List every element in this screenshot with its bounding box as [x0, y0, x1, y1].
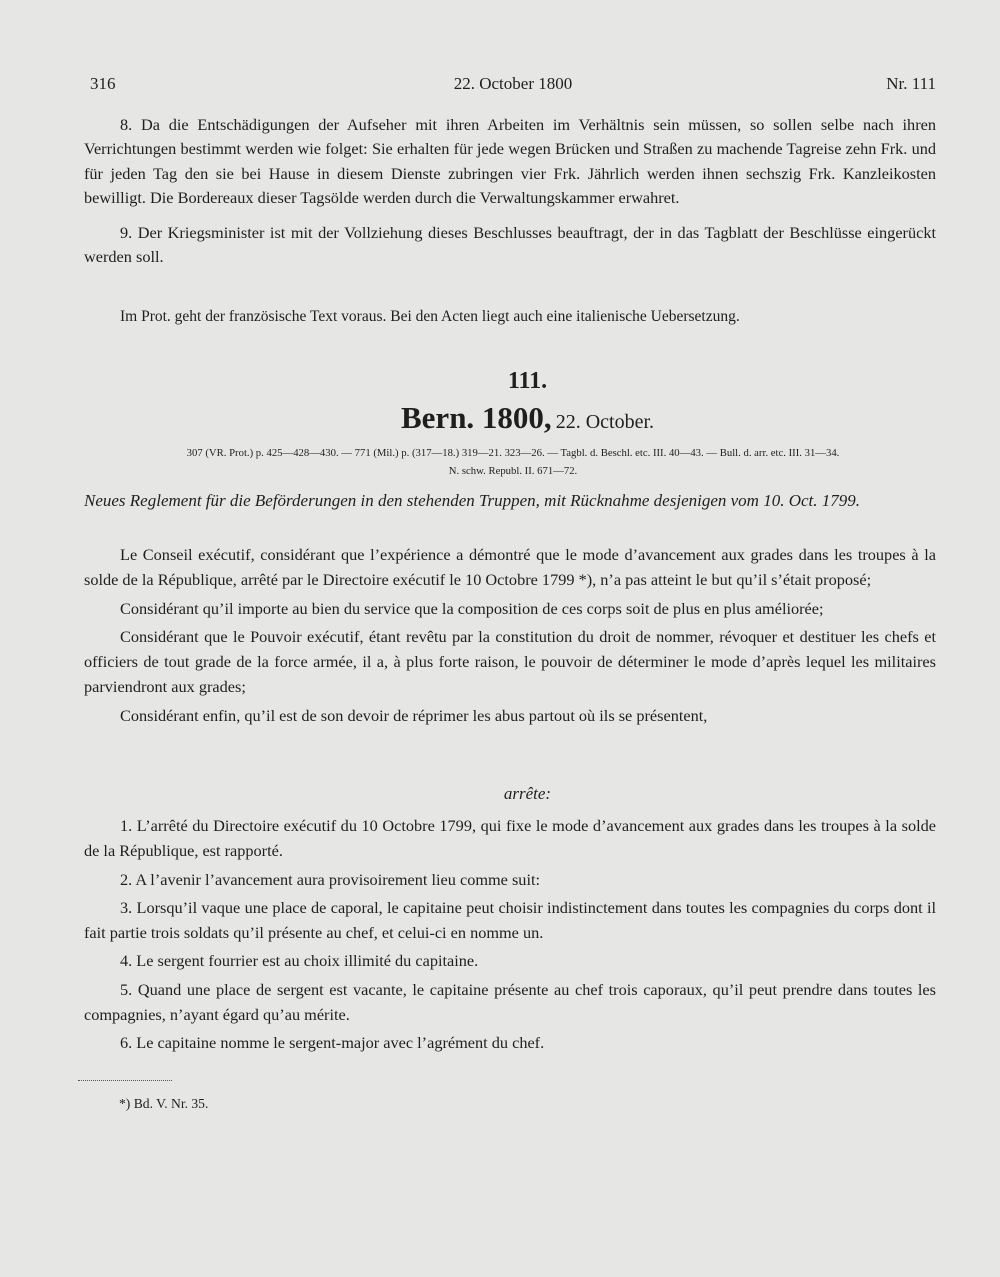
protocol-note [84, 306, 936, 328]
article-6: 6. Le capitaine nomme le sergent-major avec l’agrément du chef. [120, 1033, 545, 1053]
article-5: 5. Quand une place de sergent est vacante, le capitaine présente au chef trois caporaux, qu’il peut prendre dans toutes les compagnies, n’ayant égard qu’au mérite. [84, 979, 936, 1025]
article-2: 2. A l’avenir l’avancement aura provisoirement lieu comme suit: [120, 869, 541, 889]
paragraph-9: 9. Der Kriegsminister ist mit der Vollziehung dieses Beschlusses beauftragt, der in das Tagblatt der Beschlüsse eingerückt werden soll. [84, 222, 936, 267]
consideration-1: Le Conseil exécutif, considérant que l’expérience a démontré que le mode d’avancement aux grades dans les troupes à la solde de la République, arrêté par le Directoire exécutif le 10 Octobre 1799 *), n’a pas atteint le but qu’il s’était proposé; [84, 545, 936, 590]
place-year: Bern. 1800, [401, 400, 552, 435]
article-4: 4. Le sergent fourrier est au choix illimité du capitaine. [120, 951, 479, 971]
references-line-2: N. schw. Republ. II. 671—72. [448, 465, 578, 477]
references-line-1: 307 (VR. Prot.) p. 425—428—430. — 771 (Mil.) p. (317—18.) 319—21. 323—26. — Tagbl. d. Beschl. etc. III. 40—43. — Bull. d. arr. etc. III. 31—34. [186, 447, 840, 459]
document-date: 22. October. [555, 411, 654, 433]
consideration-3: Considérant que le Pouvoir exécutif, étant revêtu par la constitution du droit de nommer, révoquer et destituer les chefs et officiers de tout grade de la force armée, il a, à plus forte raison, le pouvoir de déterminer le mode d’après lequel les militaires parviendront aux grades; [84, 626, 936, 697]
document-title [0, 400, 1000, 436]
protocol-note-text: Im Prot. geht der französische Text voraus. Bei den Acten liegt auch eine italienische Uebersetzung. [120, 308, 740, 325]
arrete-heading: arrête: [503, 784, 552, 803]
article-1: 1. L’arrêté du Directoire exécutif du 10 Octobre 1799, qui fixe le mode d’avancement aux grades dans les troupes à la solde de la République, est rapporté. [84, 816, 936, 861]
previous-document-text [84, 113, 936, 269]
header-doc-number: Nr. 111 [886, 74, 936, 93]
page-header [90, 74, 936, 100]
footnote-divider [78, 1080, 172, 1081]
document-number: 111. [507, 368, 548, 394]
document-subject: Neues Reglement für die Beförderungen in den stehenden Truppen, mit Rücknahme desjenigen vom 10. Oct. 1799. [84, 491, 860, 510]
footnote: *) Bd. V. Nr. 35. [119, 1096, 209, 1111]
consideration-4: Considérant enfin, qu’il est de son devoir de réprimer les abus partout où ils se présentent, [120, 705, 708, 725]
paragraph-8: 8. Da die Entschädigungen der Aufseher mit ihren Arbeiten im Verhältnis sein müssen, so sollen selbe nach ihren Verrichtungen bestimmt werden wie folget: Sie erhalten für jede wegen Brücken und Straßen zu machende Tagreise zehn Frk. und für jeden Tag den sie bei Hause in diesem Dienste zubringen vier Frk. Jährlich werden ihnen sechszig Frk. Kanzleikosten bewilligt. Die Bordereaux dieser Tagsölde werden durch die Verwaltungskammer erwahret. [84, 115, 936, 208]
articles [84, 813, 936, 1056]
page-number: 316 [90, 74, 116, 93]
considerations [84, 542, 936, 728]
article-3: 3. Lorsqu’il vaque une place de caporal, le capitaine peut choisir indistinctement dans toutes les compagnies du corps dont il fait partie trois soldats qu’il présente au chef, et celui-ci en nomme un. [84, 897, 936, 943]
consideration-2: Considérant qu’il importe au bien du service que la composition de ces corps soit de plus en plus améliorée; [120, 598, 824, 618]
header-date: 22. October 1800 [453, 74, 573, 93]
